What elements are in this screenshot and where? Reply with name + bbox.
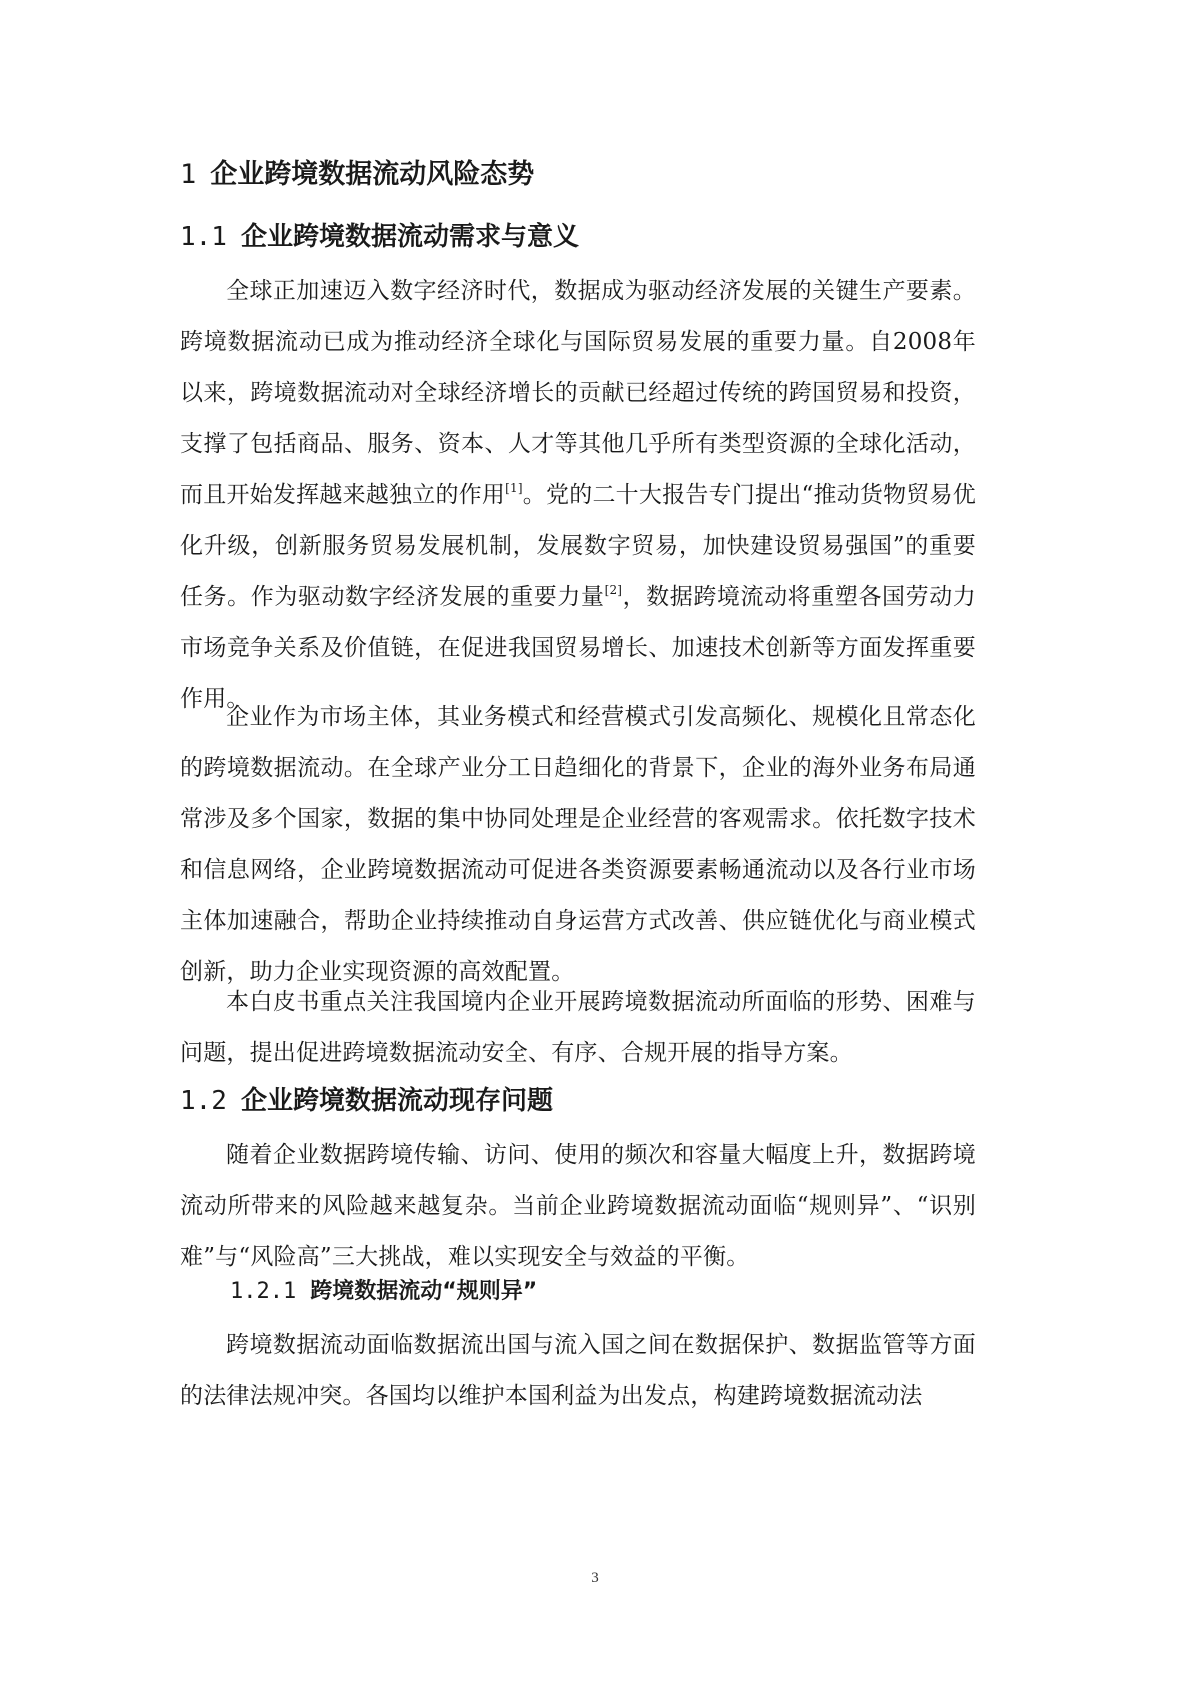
- section-1-heading: [180, 158, 534, 192]
- section-number: 1.2: [180, 1086, 227, 1116]
- section-title: 企业跨境数据流动风险态势: [210, 159, 535, 190]
- section-number: 1.1: [180, 222, 227, 252]
- paragraph-1-1-2: 企业作为市场主体，其业务模式和经营模式引发高频化、规模化且常态化的跨境数据流动。在全球产业分工日趋细化的背景下，企业的海外业务布局通常涉及多个国家，数据的集中协同处理是企业经营的客观需求。依托数字技术和信息网络，企业跨境数据流动可促进各类资源要素畅通流动以及各行业市场主体加速融合，帮助企业持续推动自身运营方式改善、供应链优化与商业模式创新，助力企业实现资源的高效配置。: [180, 704, 976, 985]
- section-1-2-1-heading: [230, 1277, 537, 1307]
- page-number: 3: [591, 1570, 599, 1586]
- section-1-2-heading: [180, 1084, 553, 1118]
- paragraph-1-2-1: 随着企业数据跨境传输、访问、使用的频次和容量大幅度上升，数据跨境流动所带来的风险越来越复杂。当前企业跨境数据流动面临“规则异”、“识别难”与“风险高”三大挑战，难以实现安全与效益的平衡。: [180, 1142, 976, 1270]
- paragraph-1-1-1: [180, 266, 976, 725]
- section-number: 1: [180, 159, 197, 190]
- section-title: 跨境数据流动“规则异”: [310, 1279, 538, 1304]
- section-title: 企业跨境数据流动现存问题: [240, 1086, 553, 1116]
- paragraph-text: 全球正加速迈入数字经济时代，数据成为驱动经济发展的关键生产要素。跨境数据流动已成为推动经济全球化与国际贸易发展的重要力量。自2008年以来，跨境数据流动对全球经济增长的贡献已经超过传统的跨国贸易和投资，支撑了包括商品、服务、资本、人才等其他几乎所有类型资源的全球化活动，而且开始发挥越来越独立的作用: [180, 278, 976, 508]
- section-number: 1.2.1: [230, 1279, 297, 1304]
- citation-ref-2[interactable]: [2]: [604, 583, 623, 597]
- paragraph-1-1-3: 本白皮书重点关注我国境内企业开展跨境数据流动所面临的形势、困难与问题，提出促进跨境数据流动安全、有序、合规开展的指导方案。: [180, 989, 976, 1066]
- citation-ref-1[interactable]: [1]: [505, 481, 523, 495]
- paragraph-1-2-1-1: 跨境数据流动面临数据流出国与流入国之间在数据保护、数据监管等方面的法律法规冲突。各国均以维护本国利益为出发点，构建跨境数据流动法: [180, 1332, 976, 1409]
- section-title: 企业跨境数据流动需求与意义: [240, 222, 579, 252]
- section-1-1-heading: [180, 220, 579, 254]
- paragraph-text: 。党的二十大报告专门提出“推动货物贸易优化升级，创新服务贸易发展机制，发展数字贸易，加快建设贸易强国”的重要任务。作为驱动数字经济发展的重要力量: [180, 482, 976, 610]
- paragraph-text: ，数据跨境流动将重塑各国劳动力市场竞争关系及价值链，在促进我国贸易增长、加速技术创新等方面发挥重要作用。: [180, 584, 976, 712]
